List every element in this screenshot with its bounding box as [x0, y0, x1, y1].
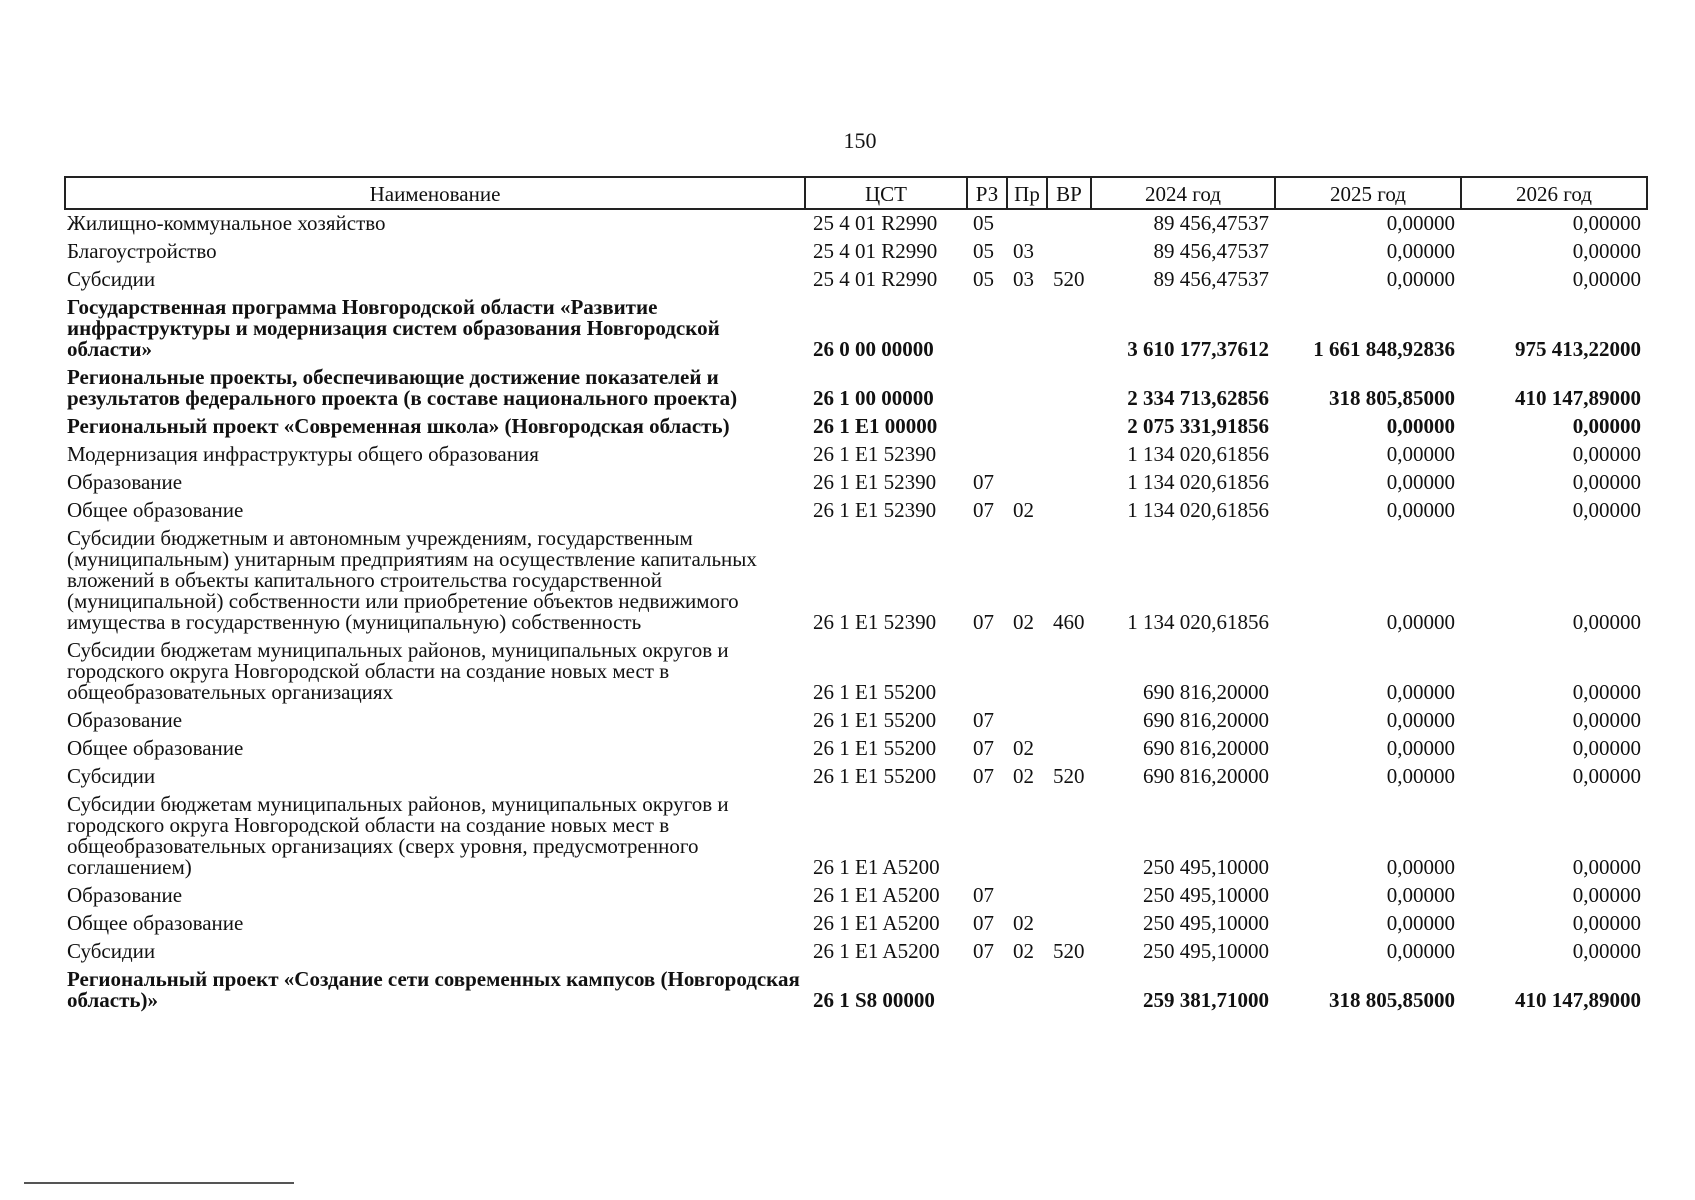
cell-y2026: 0,00000 — [1572, 883, 1641, 907]
cell-pr: 02 — [1013, 939, 1034, 963]
cell-y2024: 259 381,71000 — [1143, 988, 1269, 1012]
cell-name: Общее образование — [67, 736, 244, 760]
cell-pr: 02 — [1013, 610, 1034, 634]
header-vr: ВР — [1047, 177, 1091, 209]
cell-pr — [1007, 209, 1047, 238]
cell-y2024: 89 456,47537 — [1153, 211, 1269, 235]
cell-cst: 25 4 01 R2990 — [813, 239, 938, 263]
cell-y2026: 0,00000 — [1572, 736, 1641, 760]
table-row — [65, 209, 1647, 238]
cell-vr — [1047, 364, 1091, 413]
cell-y2025: 0,00000 — [1386, 736, 1455, 760]
cell-vr — [1047, 966, 1091, 1015]
cell-name: Субсидии бюджетным и автономным учреждениям, государственным (муниципальным) унитарным предприятиям на осуществление капитальных вложений в объекты капитального строительства государственной (муниципальной) собственности или приобретение объектов недвижимого имущества в государственную (муниципальную) собственность — [67, 526, 757, 634]
cell-y2026: 410 147,89000 — [1515, 386, 1641, 410]
cell-cst: 26 1 E1 A5200 — [813, 939, 940, 963]
cell-vr — [1047, 707, 1091, 735]
cell-y2025: 0,00000 — [1386, 708, 1455, 732]
cell-vr: 460 — [1053, 610, 1085, 634]
cell-y2025: 0,00000 — [1386, 442, 1455, 466]
table-row — [65, 441, 1647, 469]
cell-y2026: 0,00000 — [1572, 680, 1641, 704]
table-row — [65, 707, 1647, 735]
cell-name: Общее образование — [67, 498, 244, 522]
cell-y2025: 0,00000 — [1386, 267, 1455, 291]
cell-pr — [1007, 637, 1047, 707]
header-2025: 2025 год — [1275, 177, 1461, 209]
cell-name: Субсидии — [67, 267, 156, 291]
cell-y2024: 3 610 177,37612 — [1127, 337, 1269, 361]
cell-y2024: 89 456,47537 — [1153, 239, 1269, 263]
cell-cst: 25 4 01 R2990 — [813, 211, 938, 235]
cell-y2026: 0,00000 — [1572, 239, 1641, 263]
cell-name: Благоустройство — [67, 239, 217, 263]
cell-name: Образование — [67, 883, 183, 907]
cell-rz: 07 — [973, 470, 994, 494]
cell-y2025: 0,00000 — [1386, 680, 1455, 704]
cell-vr — [1047, 882, 1091, 910]
footer-divider — [24, 1182, 294, 1184]
cell-y2024: 690 816,20000 — [1143, 764, 1269, 788]
header-name: Наименование — [65, 177, 805, 209]
table-header-row — [65, 177, 1647, 209]
cell-y2026: 0,00000 — [1572, 911, 1641, 935]
table-row — [65, 791, 1647, 882]
cell-vr — [1047, 469, 1091, 497]
cell-pr: 02 — [1013, 911, 1034, 935]
cell-cst: 25 4 01 R2990 — [813, 267, 938, 291]
cell-cst: 26 0 00 00000 — [813, 337, 934, 361]
cell-cst: 26 1 E1 00000 — [813, 414, 938, 438]
cell-y2024: 690 816,20000 — [1143, 680, 1269, 704]
cell-y2025: 0,00000 — [1386, 498, 1455, 522]
cell-vr — [1047, 294, 1091, 364]
cell-pr: 03 — [1013, 239, 1034, 263]
cell-name: Субсидии бюджетам муниципальных районов, муниципальных округов и городского округа Новгородской области на создание новых мест в общеобразовательных организациях (сверх уровня, предусмотренного соглашением) — [67, 792, 729, 879]
table-row — [65, 294, 1647, 364]
cell-pr — [1007, 364, 1047, 413]
cell-rz: 07 — [973, 610, 994, 634]
table-row — [65, 735, 1647, 763]
cell-y2026: 0,00000 — [1572, 442, 1641, 466]
cell-cst: 26 1 E1 55200 — [813, 680, 937, 704]
cell-rz — [967, 364, 1007, 413]
cell-y2024: 250 495,10000 — [1143, 939, 1269, 963]
cell-rz: 05 — [973, 267, 994, 291]
header-rz: РЗ — [967, 177, 1007, 209]
cell-cst: 26 1 00 00000 — [813, 386, 934, 410]
cell-name: Жилищно-коммунальное хозяйство — [67, 211, 386, 235]
cell-cst: 26 1 E1 52390 — [813, 470, 937, 494]
cell-rz: 05 — [973, 211, 994, 235]
cell-rz: 07 — [973, 498, 994, 522]
cell-y2024: 250 495,10000 — [1143, 883, 1269, 907]
cell-cst: 26 1 E1 A5200 — [813, 855, 940, 879]
cell-rz — [967, 637, 1007, 707]
cell-vr — [1047, 441, 1091, 469]
cell-y2024: 1 134 020,61856 — [1127, 470, 1269, 494]
cell-y2026: 0,00000 — [1572, 855, 1641, 879]
cell-y2026: 0,00000 — [1572, 708, 1641, 732]
cell-rz — [967, 791, 1007, 882]
cell-y2024: 690 816,20000 — [1143, 708, 1269, 732]
cell-y2025: 0,00000 — [1386, 470, 1455, 494]
cell-y2026: 0,00000 — [1572, 470, 1641, 494]
cell-rz — [967, 413, 1007, 441]
cell-name: Образование — [67, 708, 183, 732]
cell-rz: 07 — [973, 939, 994, 963]
cell-y2026: 975 413,22000 — [1515, 337, 1641, 361]
cell-vr: 520 — [1053, 267, 1085, 291]
cell-rz: 07 — [973, 708, 994, 732]
cell-pr: 02 — [1013, 764, 1034, 788]
header-2026: 2026 год — [1461, 177, 1647, 209]
cell-y2024: 690 816,20000 — [1143, 736, 1269, 760]
table-row — [65, 763, 1647, 791]
cell-cst: 26 1 E1 A5200 — [813, 883, 940, 907]
cell-name: Региональные проекты, обеспечивающие достижение показателей и результатов федерального проекта (в составе национального проекта) — [67, 365, 738, 410]
cell-vr — [1047, 910, 1091, 938]
cell-y2026: 410 147,89000 — [1515, 988, 1641, 1012]
cell-name: Региональный проект «Создание сети современных кампусов (Новгородская область)» — [67, 967, 800, 1012]
cell-y2026: 0,00000 — [1572, 610, 1641, 634]
cell-pr — [1007, 966, 1047, 1015]
cell-rz: 07 — [973, 764, 994, 788]
cell-pr: 02 — [1013, 736, 1034, 760]
budget-table — [64, 176, 1648, 1015]
cell-y2026: 0,00000 — [1572, 939, 1641, 963]
cell-vr: 520 — [1053, 764, 1085, 788]
cell-y2024: 1 134 020,61856 — [1127, 498, 1269, 522]
table-row — [65, 469, 1647, 497]
cell-pr — [1007, 882, 1047, 910]
cell-y2024: 250 495,10000 — [1143, 855, 1269, 879]
cell-y2025: 0,00000 — [1386, 239, 1455, 263]
cell-y2024: 250 495,10000 — [1143, 911, 1269, 935]
cell-pr: 02 — [1013, 498, 1034, 522]
cell-y2024: 2 075 331,91856 — [1127, 414, 1269, 438]
cell-rz: 07 — [973, 883, 994, 907]
cell-y2024: 89 456,47537 — [1153, 267, 1269, 291]
table-row — [65, 238, 1647, 266]
cell-pr: 03 — [1013, 267, 1034, 291]
table-row — [65, 266, 1647, 294]
cell-y2025: 0,00000 — [1386, 414, 1455, 438]
cell-y2024: 2 334 713,62856 — [1127, 386, 1269, 410]
cell-name: Общее образование — [67, 911, 244, 935]
cell-cst: 26 1 E1 52390 — [813, 610, 937, 634]
cell-pr — [1007, 294, 1047, 364]
cell-name: Субсидии — [67, 764, 156, 788]
cell-name: Образование — [67, 470, 183, 494]
cell-y2025: 0,00000 — [1386, 764, 1455, 788]
cell-rz: 07 — [973, 736, 994, 760]
cell-y2026: 0,00000 — [1572, 211, 1641, 235]
cell-y2025: 0,00000 — [1386, 939, 1455, 963]
cell-rz — [967, 966, 1007, 1015]
table-row — [65, 938, 1647, 966]
cell-vr — [1047, 735, 1091, 763]
cell-cst: 26 1 E1 55200 — [813, 708, 937, 732]
cell-pr — [1007, 707, 1047, 735]
cell-y2026: 0,00000 — [1572, 498, 1641, 522]
cell-cst: 26 1 E1 52390 — [813, 442, 937, 466]
cell-rz: 05 — [973, 239, 994, 263]
cell-y2024: 1 134 020,61856 — [1127, 610, 1269, 634]
cell-name: Региональный проект «Современная школа» (Новгородская область) — [67, 414, 730, 438]
cell-vr — [1047, 497, 1091, 525]
cell-y2025: 318 805,85000 — [1329, 988, 1455, 1012]
cell-y2025: 318 805,85000 — [1329, 386, 1455, 410]
cell-vr — [1047, 413, 1091, 441]
table-row — [65, 525, 1647, 637]
cell-cst: 26 1 S8 00000 — [813, 988, 935, 1012]
header-cst: ЦСТ — [805, 177, 967, 209]
cell-name: Модернизация инфраструктуры общего образования — [67, 442, 539, 466]
cell-pr — [1007, 791, 1047, 882]
cell-vr — [1047, 209, 1091, 238]
cell-pr — [1007, 441, 1047, 469]
cell-y2025: 0,00000 — [1386, 211, 1455, 235]
cell-y2026: 0,00000 — [1572, 267, 1641, 291]
cell-cst: 26 1 E1 55200 — [813, 736, 937, 760]
cell-y2025: 0,00000 — [1386, 610, 1455, 634]
cell-y2026: 0,00000 — [1572, 764, 1641, 788]
cell-vr — [1047, 791, 1091, 882]
cell-y2025: 1 661 848,92836 — [1313, 337, 1455, 361]
cell-rz — [967, 294, 1007, 364]
cell-cst: 26 1 E1 A5200 — [813, 911, 940, 935]
cell-name: Субсидии — [67, 939, 156, 963]
cell-pr — [1007, 413, 1047, 441]
cell-y2025: 0,00000 — [1386, 855, 1455, 879]
cell-name: Государственная программа Новгородской области «Развитие инфраструктуры и модернизация систем образования Новгородской области» — [67, 295, 720, 361]
cell-vr — [1047, 637, 1091, 707]
table-row — [65, 364, 1647, 413]
page-number: 150 — [843, 128, 877, 153]
cell-cst: 26 1 E1 55200 — [813, 764, 937, 788]
cell-name: Субсидии бюджетам муниципальных районов, муниципальных округов и городского округа Новгородской области на создание новых мест в общеобразовательных организациях — [67, 638, 729, 704]
cell-y2025: 0,00000 — [1386, 883, 1455, 907]
header-2024: 2024 год — [1091, 177, 1275, 209]
table-row — [65, 637, 1647, 707]
cell-cst: 26 1 E1 52390 — [813, 498, 937, 522]
cell-vr — [1047, 238, 1091, 266]
cell-rz: 07 — [973, 911, 994, 935]
table-row — [65, 497, 1647, 525]
header-pr: Пр — [1007, 177, 1047, 209]
table-row — [65, 910, 1647, 938]
cell-pr — [1007, 469, 1047, 497]
cell-y2026: 0,00000 — [1572, 414, 1641, 438]
table-row — [65, 966, 1647, 1015]
cell-vr: 520 — [1053, 939, 1085, 963]
cell-y2025: 0,00000 — [1386, 911, 1455, 935]
cell-rz — [967, 441, 1007, 469]
table-row — [65, 413, 1647, 441]
cell-y2024: 1 134 020,61856 — [1127, 442, 1269, 466]
table-row — [65, 882, 1647, 910]
table-body — [65, 209, 1647, 1015]
